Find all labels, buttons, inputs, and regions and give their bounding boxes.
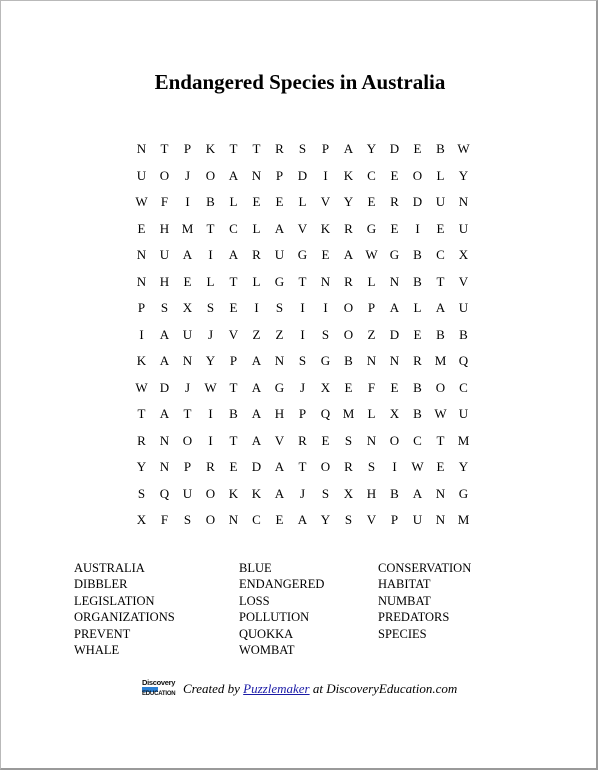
grid-letter: O [343,300,354,315]
grid-letter: B [229,406,238,421]
grid-letter: V [297,220,308,236]
grid-letter: N [458,194,469,209]
grid-letter: O [412,167,423,183]
grid-letter: U [136,167,147,183]
grid-letter: N [136,141,147,156]
grid-letter: L [252,273,261,289]
grid-letter: B [436,141,445,156]
grid-letter: E [137,220,146,236]
grid-letter: L [367,406,376,421]
grid-letter: D [159,379,170,395]
grid-letter: E [390,379,399,395]
grid-letter: E [413,141,422,156]
grid-letter: T [229,379,238,395]
grid-letter: A [274,485,285,501]
grid-letter: E [321,247,330,262]
grid-letter: A [274,220,285,236]
grid-letter: N [366,432,377,448]
grid-letter: S [275,300,284,315]
grid-letter: N [366,353,377,368]
word-list-item: DIBBLER [74,577,128,592]
grid-letter: O [182,432,193,448]
grid-letter: I [208,247,213,262]
grid-letter: F [160,512,169,527]
grid-letter: Y [458,167,469,183]
grid-letter: L [367,273,376,289]
word-list-item: BLUE [239,561,272,575]
grid-letter: S [344,512,353,527]
grid-letter: U [412,512,423,527]
grid-letter: W [457,141,470,156]
grid-letter: X [320,379,331,395]
grid-letter: I [208,406,213,421]
grid-letter: N [274,353,285,368]
grid-letter: A [251,432,262,448]
grid-letter: O [205,512,216,527]
grid-letter: V [366,512,377,527]
grid-letter: T [137,406,146,421]
grid-letter: A [274,459,285,474]
grid-letter: T [298,273,307,289]
grid-letter: E [275,512,284,527]
grid-letter: K [343,167,354,183]
grid-letter: S [160,300,169,315]
grid-letter: P [183,459,192,474]
grid-letter: P [367,300,376,315]
grid-letter: E [275,194,284,209]
grid-letter: R [344,273,353,289]
grid-letter: G [297,247,308,262]
word-list-item: WHALE [74,642,120,657]
grid-letter: I [185,194,190,209]
grid-letter: N [389,353,400,368]
grid-letter: O [343,326,354,342]
grid-letter: E [252,194,261,209]
grid-letter: N [320,273,331,289]
grid-letter: A [251,379,262,395]
logo-bottom-text: EDUCATION [142,691,176,697]
credit-prefix: Created by [183,681,244,696]
grid-letter: S [137,485,146,501]
credit-suffix: at DiscoveryEducation.com [309,681,458,696]
grid-letter: T [183,406,192,421]
puzzle-title: Endangered Species in Australia [154,70,446,94]
grid-letter: M [181,220,194,236]
grid-letter: A [297,512,308,527]
grid-letter: S [367,459,376,474]
grid-letter: N [182,353,193,368]
grid-letter: D [389,326,400,342]
grid-letter: B [413,273,422,289]
grid-letter: N [435,485,446,501]
grid-letter: Y [205,353,216,368]
grid-letter: P [137,300,146,315]
word-list-item: AUSTRALIA [74,561,145,575]
grid-letter: M [457,432,470,448]
grid-letter: F [160,194,169,209]
grid-letter: V [228,326,239,342]
grid-letter: E [367,194,376,209]
grid-letter: H [159,220,170,236]
grid-letter: C [459,379,468,395]
grid-letter: A [343,247,354,262]
grid-letter: X [389,406,400,421]
grid-letter: G [458,485,469,501]
footer-credit [142,674,457,704]
grid-letter: L [229,194,238,209]
grid-letter: Y [366,141,377,156]
grid-letter: A [435,300,446,315]
puzzlemaker-link[interactable]: Puzzlemaker [243,681,310,696]
grid-letter: N [251,167,262,183]
grid-letter: I [323,300,328,315]
grid-letter: S [206,300,215,315]
grid-letter: U [159,247,170,262]
word-list-item: LOSS [239,593,270,608]
grid-letter: C [367,167,376,183]
grid-letter: K [320,220,331,236]
grid-letter: E [390,220,399,236]
word-list-item: CONSERVATION [378,561,472,575]
grid-letter: X [182,300,193,315]
grid-letter: J [299,379,306,395]
grid-letter: E [321,432,330,448]
credit-text [183,681,457,697]
grid-letter: A [159,353,170,368]
grid-letter: A [228,247,239,262]
grid-letter: A [159,326,170,342]
word-list-item: PREDATORS [378,610,450,625]
grid-letter: N [228,512,239,527]
grid-letter: W [411,459,424,474]
grid-letter: Y [343,194,354,209]
word-list-item: LEGISLATION [74,593,155,608]
grid-letter: T [206,220,215,236]
word-list-item: ENDANGERED [239,577,325,592]
word-list-item: SPECIES [378,626,427,641]
grid-letter: W [204,379,217,395]
grid-letter: E [344,379,353,395]
grid-letter: E [390,167,399,183]
grid-letter: T [298,459,307,474]
grid-letter: A [389,300,400,315]
grid-letter: I [392,459,397,474]
grid-letter: L [206,273,215,289]
grid-letter: T [229,432,238,448]
grid-letter: A [251,406,262,421]
grid-letter: Z [367,326,376,342]
grid-letter: U [182,326,193,342]
word-list-item: QUOKKA [239,626,294,641]
grid-letter: J [207,326,214,342]
grid-letter: C [413,432,422,448]
grid-letter: O [389,432,400,448]
grid-letter: T [252,141,261,156]
grid-letter: B [413,379,422,395]
grid-letter: S [344,432,353,448]
word-list-item: WOMBAT [239,642,295,657]
grid-letter: Y [458,459,469,474]
word-list-item: PREVENT [74,626,131,641]
grid-letter: H [366,485,377,501]
grid-letter: U [274,247,285,262]
grid-letter: S [321,485,330,501]
grid-letter: A [251,353,262,368]
grid-letter: D [297,167,308,183]
grid-letter: N [389,273,400,289]
grid-letter: R [206,459,215,474]
grid-letter: L [298,194,307,209]
grid-letter: V [274,432,285,448]
grid-letter: M [457,512,470,527]
grid-letter: W [135,379,148,395]
grid-letter: H [159,273,170,289]
grid-letter: W [135,194,148,209]
grid-letter: V [458,273,469,289]
grid-letter: K [136,353,147,368]
grid-letter: U [182,485,193,501]
grid-letter: B [459,326,468,342]
grid-letter: G [389,247,400,262]
grid-letter: J [184,379,191,395]
grid-letter: C [436,247,445,262]
grid-letter: N [136,247,147,262]
word-list-item: POLLUTION [239,610,310,625]
grid-letter: B [206,194,215,209]
grid-letter: O [320,459,331,474]
grid-letter: Q [458,353,469,368]
grid-letter: X [458,247,469,262]
grid-letter: M [342,406,355,421]
grid-letter: U [458,300,469,315]
grid-letter: L [436,167,445,183]
grid-letter: R [413,353,422,368]
grid-letter: Z [252,326,261,342]
grid-letter: T [436,432,445,448]
grid-letter: P [321,141,330,156]
grid-letter: Q [320,406,331,421]
grid-letter: Q [159,485,170,501]
grid-letter: E [436,459,445,474]
grid-letter: N [159,459,170,474]
grid-letter: R [298,432,307,448]
grid-letter: T [160,141,169,156]
grid-letter: C [229,220,238,236]
grid-letter: S [183,512,192,527]
grid-letter: R [344,220,353,236]
grid-letter: B [344,353,353,368]
grid-letter: U [435,194,446,209]
grid-letter: O [205,167,216,183]
grid-letter: B [413,406,422,421]
letter-grid [130,138,476,536]
grid-letter: A [228,167,239,183]
grid-letter: Z [275,326,284,342]
grid-letter: O [205,485,216,501]
grid-letter: I [300,326,305,342]
grid-letter: T [229,273,238,289]
grid-letter: G [274,379,285,395]
grid-letter: P [183,141,192,156]
grid-letter: A [412,485,423,501]
grid-letter: S [298,353,307,368]
grid-letter: M [434,353,447,368]
grid-letter: U [458,406,469,421]
grid-letter: E [413,326,422,342]
grid-letter: R [275,141,284,156]
grid-letter: K [205,141,216,156]
word-list-item: ORGANIZATIONS [74,610,175,625]
grid-letter: D [251,459,262,474]
grid-letter: R [137,432,146,448]
grid-letter: B [390,485,399,501]
discovery-education-logo [142,678,180,700]
grid-letter: Y [136,459,147,474]
grid-letter: I [300,300,305,315]
grid-letter: A [182,247,193,262]
grid-letter: G [320,353,331,368]
grid-letter: U [458,220,469,236]
grid-letter: L [252,220,261,236]
grid-letter: D [412,194,423,209]
grid-letter: T [229,141,238,156]
grid-letter: G [274,273,285,289]
grid-letter: T [436,273,445,289]
grid-letter: C [252,512,261,527]
grid-letter: H [274,406,285,421]
grid-letter: I [415,220,420,236]
grid-letter: B [413,247,422,262]
grid-letter: K [228,485,239,501]
word-list [74,561,514,659]
grid-letter: F [367,379,376,395]
grid-letter: S [298,141,307,156]
grid-letter: V [320,194,331,209]
grid-letter: Y [320,512,331,527]
grid-letter: G [366,220,377,236]
grid-letter: P [229,353,238,368]
grid-letter: N [136,273,147,289]
grid-letter: B [436,326,445,342]
grid-letter: W [434,406,447,421]
grid-letter: P [275,167,284,183]
grid-letter: R [344,459,353,474]
grid-letter: W [365,247,378,262]
word-list-item: HABITAT [378,577,431,592]
grid-letter: O [159,167,170,183]
grid-letter: I [323,167,328,183]
word-list-item: NUMBAT [378,593,431,608]
grid-letter: A [343,141,354,156]
grid-letter: P [298,406,307,421]
grid-letter: I [254,300,259,315]
grid-letter: E [229,459,238,474]
grid-letter: J [299,485,306,501]
grid-letter: A [159,406,170,421]
grid-letter: P [390,512,399,527]
grid-letter: E [229,300,238,315]
grid-letter: I [139,326,144,342]
grid-letter: R [390,194,399,209]
grid-letter: L [413,300,422,315]
grid-letter: R [252,247,261,262]
grid-letter: N [435,512,446,527]
grid-letter: X [343,485,354,501]
logo-top-text: Discovery [142,678,176,687]
grid-letter: I [208,432,213,448]
grid-letter: D [389,141,400,156]
grid-letter: N [159,432,170,448]
grid-letter: O [435,379,446,395]
grid-letter: K [251,485,262,501]
grid-letter: E [436,220,445,236]
grid-letter: X [136,512,147,527]
grid-letter: S [321,326,330,342]
grid-letter: E [183,273,192,289]
grid-letter: J [184,167,191,183]
